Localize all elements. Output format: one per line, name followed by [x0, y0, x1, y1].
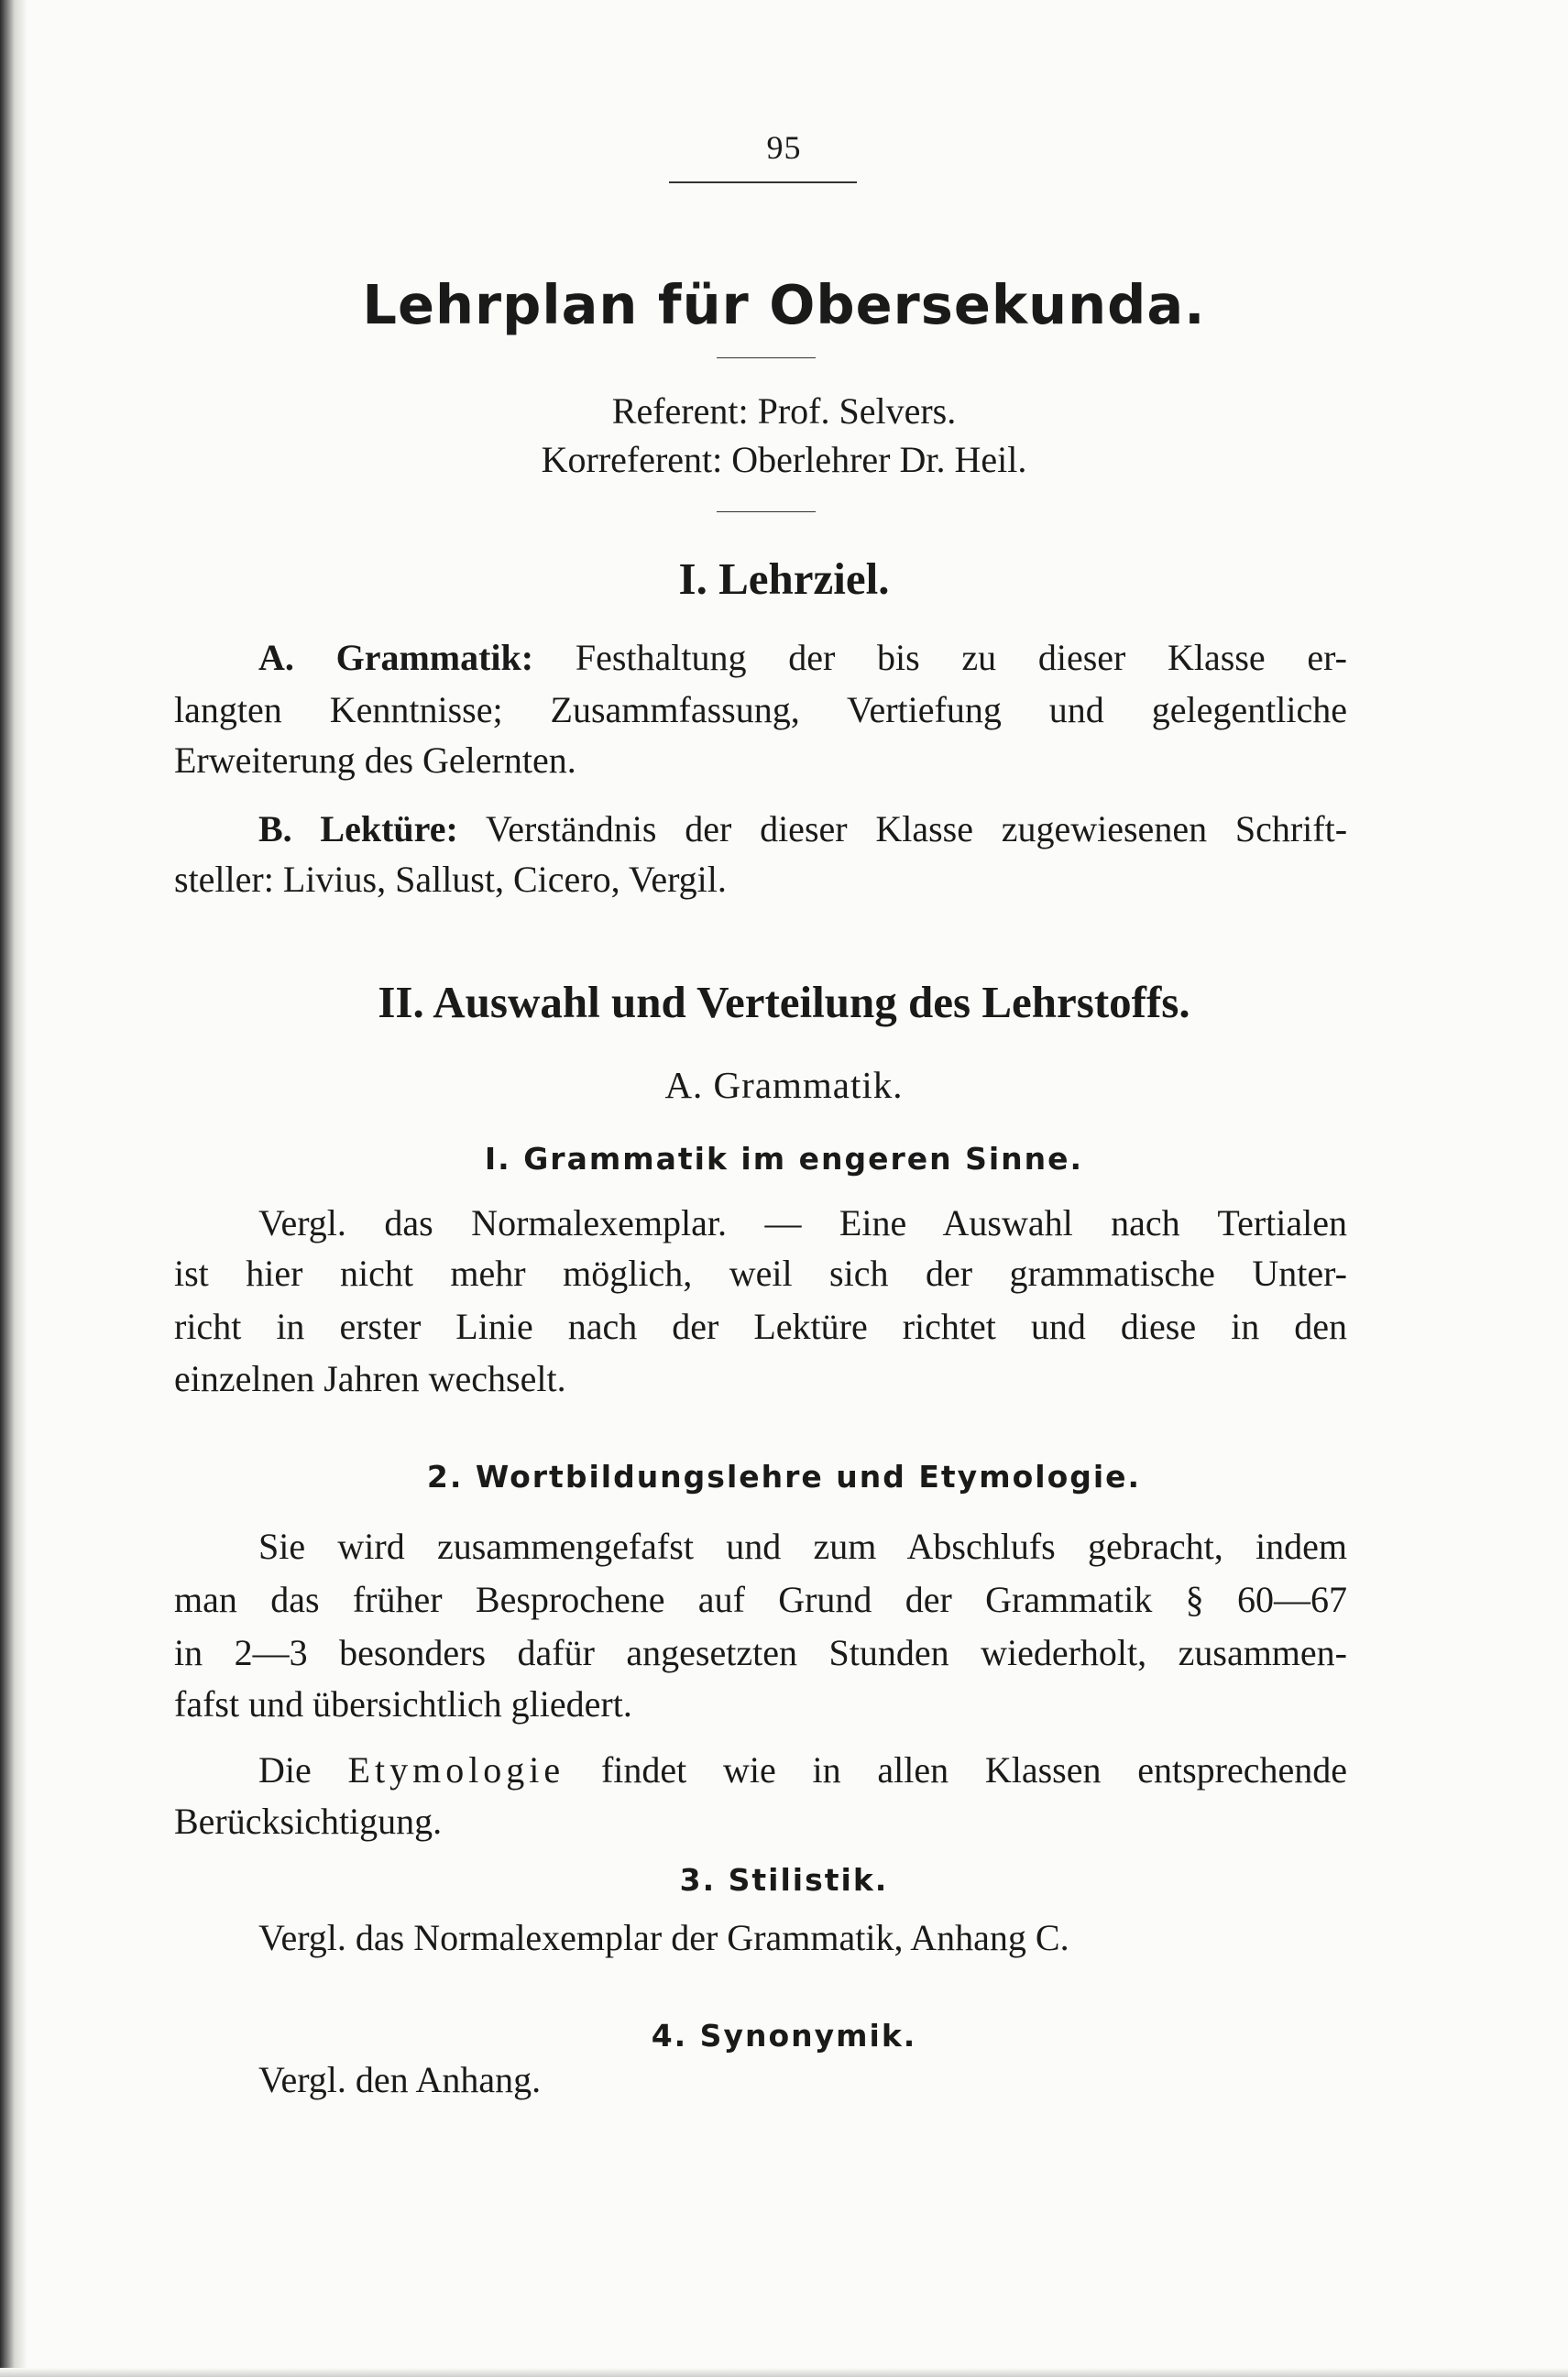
part3-heading: 3. Stilistik.: [679, 1862, 889, 1898]
lehrziel-b-text-1: Verständnis der dieser Klasse zugewiesenen Schrift-: [485, 808, 1348, 849]
part1-line-1: Vergl. das Normalexemplar. — Eine Auswahl nach Tertialen: [258, 1202, 1347, 1243]
title-rule: [717, 357, 816, 358]
part1-line-4: einzelnen Jahren wechselt.: [174, 1358, 566, 1399]
etymology-line-1: [258, 1749, 1348, 1791]
korreferent-line: Korreferent: Oberlehrer Dr. Heil.: [541, 439, 1027, 480]
etymology-line-2: Berücksichtigung.: [174, 1801, 443, 1842]
lehrziel-b-line-2: steller: Livius, Sallust, Cicero, Vergil.: [174, 859, 727, 900]
part2-line-1: Sie wird zusammengefafst und zum Abschlufs gebracht, indem: [258, 1526, 1347, 1567]
etymology-word: Etymologie: [347, 1749, 565, 1791]
korreferent-rule: [717, 511, 816, 512]
part1-line-2: ist hier nicht mehr möglich, weil sich der grammatische Unter-: [174, 1253, 1347, 1294]
page-number: 95: [766, 129, 802, 166]
part4-line: Vergl. den Anhang.: [258, 2059, 542, 2100]
section-heading-lehrziel: I. Lehrziel.: [678, 553, 890, 604]
part2-line-3: in 2—3 besonders dafür angesetzten Stunden wiederholt, zusammen-: [174, 1632, 1347, 1673]
lehrziel-a-line-2: langten Kenntnisse; Zusammfassung, Vertiefung und gelegentliche: [174, 689, 1347, 730]
referent-line: Referent: Prof. Selvers.: [611, 390, 957, 432]
part2-line-4: fafst und übersichtlich gliedert.: [174, 1683, 632, 1725]
part2-heading: 2. Wortbildungslehre und Etymologie.: [426, 1459, 1142, 1495]
page-bottom-edge: [0, 2368, 1568, 2377]
lehrziel-a-label: A. Grammatik:: [258, 637, 534, 678]
lehrziel-a-text-1: Festhaltung der bis zu dieser Klasse er-: [575, 637, 1347, 678]
lehrziel-a-line-3: Erweiterung des Gelernten.: [174, 739, 576, 781]
subheading-grammatik: A. Grammatik.: [664, 1064, 904, 1106]
part2-line-2: man das früher Besprochene auf Grund der Grammatik § 60—67: [174, 1579, 1347, 1620]
etymology-prefix: Die: [258, 1749, 312, 1791]
page-title: Lehrplan für Obersekunda.: [362, 273, 1206, 336]
lehrziel-b-label: B. Lektüre:: [258, 808, 458, 849]
part3-line: Vergl. das Normalexemplar der Grammatik, Anhang C.: [258, 1917, 1069, 1958]
lehrziel-b-line-1: [258, 808, 1348, 849]
part4-heading: 4. Synonymik.: [651, 2018, 917, 2054]
part1-heading: I. Grammatik im engeren Sinne.: [484, 1141, 1084, 1177]
part1-line-3: richt in erster Linie nach der Lektüre richtet und diese in den: [174, 1306, 1347, 1347]
etymology-rest: findet wie in allen Klassen entsprechende: [600, 1749, 1348, 1791]
lehrziel-a-line-1: [258, 637, 1347, 678]
page-number-rule: [669, 181, 857, 183]
section-heading-auswahl: II. Auswahl und Verteilung des Lehrstoffs.: [378, 977, 1190, 1027]
